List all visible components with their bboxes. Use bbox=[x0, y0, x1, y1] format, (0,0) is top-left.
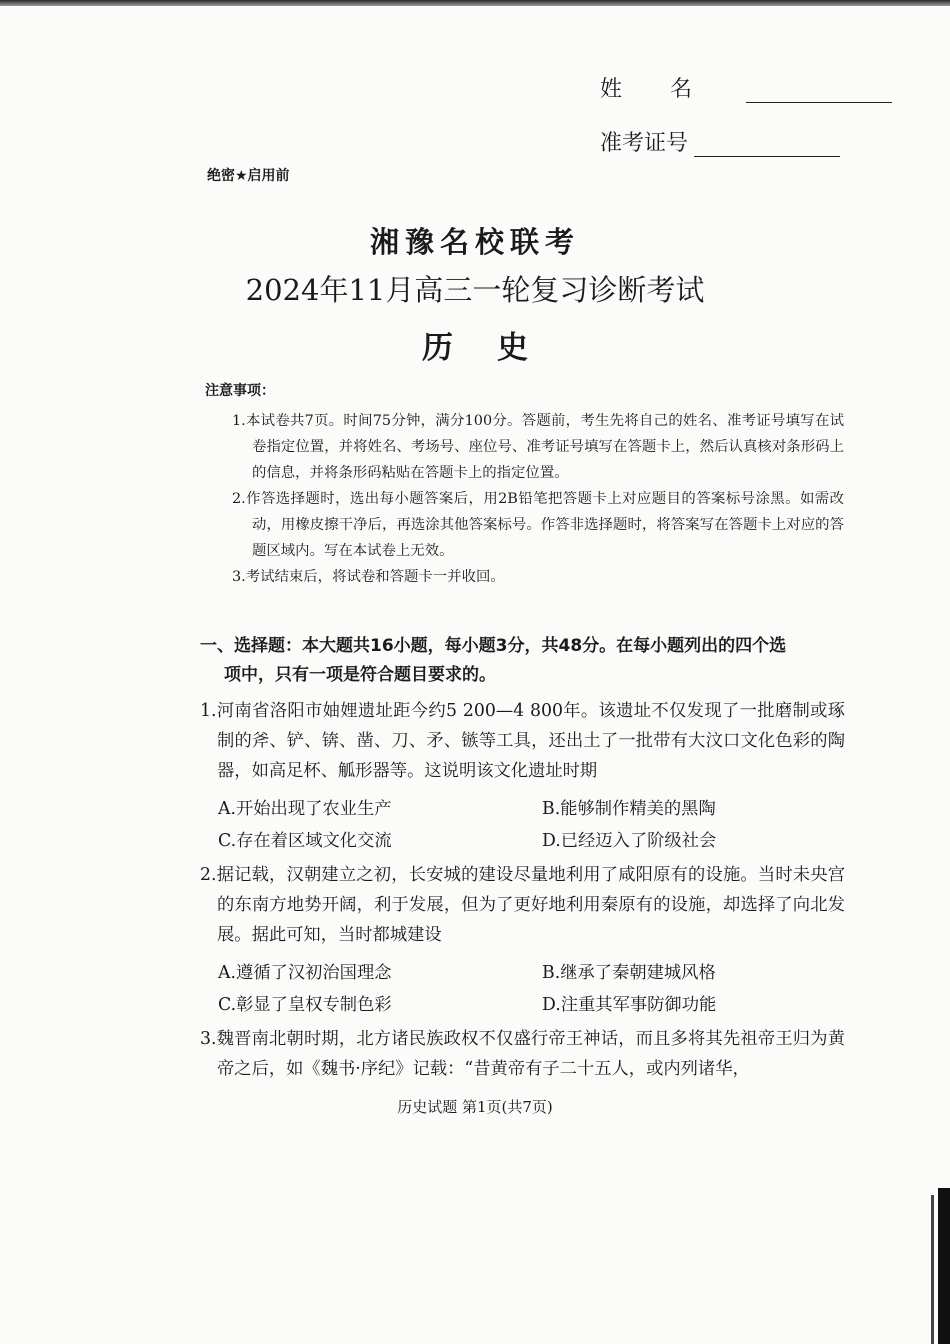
exam-name-title: 2024年11月高三一轮复习诊断考试 bbox=[245, 273, 705, 307]
scan-edge-top bbox=[0, 0, 950, 6]
note-item: 2.作答选择题时，选出每小题答案后，用2B铅笔把答题卡上对应题目的答案标号涂黑。如需改动，用橡皮擦干净后，再选涂其他答案标号。作答非选择题时，将答案写在答题卡上对应的答题区域内。写在本试卷上无效。 bbox=[232, 491, 844, 559]
section-heading bbox=[200, 632, 845, 690]
option-d[interactable]: D.注重其军事防御功能 bbox=[542, 995, 717, 1015]
option-b[interactable]: B.继承了秦朝建城风格 bbox=[542, 963, 716, 983]
question-stem: 2.据记载，汉朝建立之初，长安城的建设尽量地利用了咸阳原有的设施。当时未央宫的东南方地势开阔，利于发展，但为了更好地利用秦原有的设施，却选择了向北发展。据此可知，当时都城建设 bbox=[200, 865, 845, 945]
scan-edge-right-inner bbox=[931, 1195, 934, 1344]
section-heading-line: 项中，只有一项是符合题目要求的。 bbox=[224, 665, 496, 685]
option-b[interactable]: B.能够制作精美的黑陶 bbox=[542, 799, 716, 819]
option-a[interactable]: A.开始出现了农业生产 bbox=[218, 799, 392, 819]
candidate-name-field bbox=[600, 72, 892, 103]
candidate-id-field bbox=[600, 126, 840, 157]
notes-list bbox=[232, 408, 844, 590]
note-item: 3.考试结束后，将试卷和答题卡一并收回。 bbox=[232, 569, 505, 585]
notes-heading: 注意事项： bbox=[205, 383, 275, 399]
question-stem: 1.河南省洛阳市妯娌遗址距今约5 200—4 800年。该遗址不仅发现了一批磨制或琢制的斧、铲、锛、凿、刀、矛、镞等工具，还出土了一批带有大汶口文化色彩的陶器，如高足杯、觚形器等。这说明该文化遗址时期 bbox=[200, 701, 845, 781]
note-item: 1.本试卷共7页。时间75分钟，满分100分。答题前，考生先将自己的姓名、准考证号填写在试卷指定位置，并将姓名、考场号、座位号、准考证号填写在答题卡上，然后认真核对条形码上的信息，并将条形码粘贴在答题卡上的指定位置。 bbox=[232, 413, 844, 481]
question-stem: 3.魏晋南北朝时期，北方诸民族政权不仅盛行帝王神话，而且多将其先祖帝王归为黄帝之后，如《魏书·序纪》记载：“昔黄帝有子二十五人，或内列诸华， bbox=[200, 1029, 845, 1079]
candidate-id-blank[interactable] bbox=[694, 136, 840, 157]
candidate-name-blank[interactable] bbox=[746, 82, 892, 103]
section-heading-line: 一、选择题：本大题共16小题，每小题3分，共48分。在每小题列出的四个选 bbox=[200, 636, 787, 656]
question-2 bbox=[200, 860, 845, 950]
candidate-id-label: 准考证号 bbox=[600, 131, 689, 156]
option-c[interactable]: C.存在着区域文化交流 bbox=[218, 831, 392, 851]
option-d[interactable]: D.已经迈入了阶级社会 bbox=[542, 831, 717, 851]
candidate-name-label: 姓名 bbox=[600, 77, 741, 102]
exam-organizer-title: 湘豫名校联考 bbox=[369, 225, 580, 259]
option-c[interactable]: C.彰显了皇权专制色彩 bbox=[218, 995, 392, 1015]
question-1 bbox=[200, 696, 845, 786]
page-footer: 历史试题 第1页(共7页) bbox=[397, 1098, 553, 1116]
subject-title: 历史 bbox=[422, 330, 572, 366]
scan-edge-right bbox=[938, 1188, 950, 1344]
option-a[interactable]: A.遵循了汉初治国理念 bbox=[218, 963, 392, 983]
secret-label: 绝密★启用前 bbox=[207, 168, 290, 184]
question-3 bbox=[200, 1024, 845, 1084]
